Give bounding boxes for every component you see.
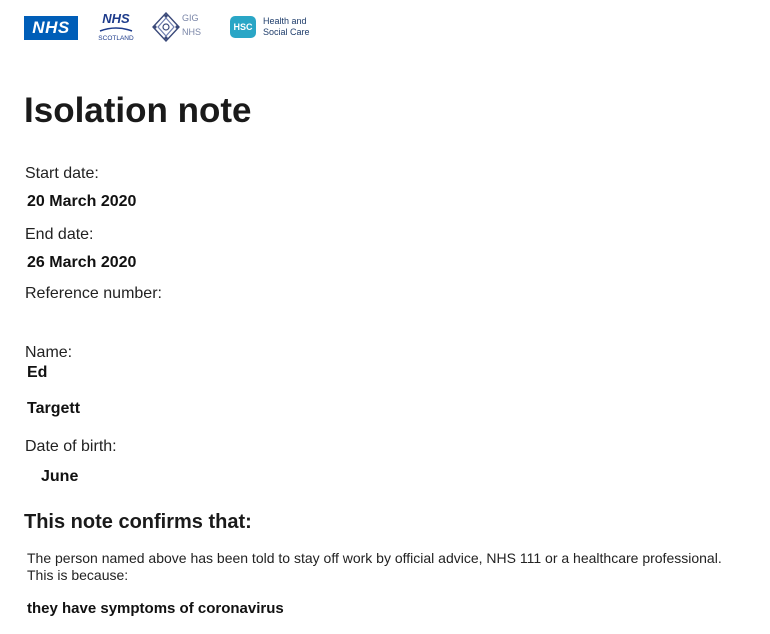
wales-logo-nhs: NHS [182,27,202,37]
reference-number-label: Reference number: [25,285,162,302]
nhs-wales-logo [152,10,212,44]
start-date-label: Start date: [25,165,99,182]
hsc-badge: HSC [230,16,256,38]
confirmation-text: The person named above has been told to stay off work by official advice, NHS 111 or a healthcare professional. This is because: [27,550,722,583]
page-title: Isolation note [24,91,252,130]
saltire-swoosh-icon [98,25,134,33]
nhs-logo-text: NHS [32,18,70,37]
date-of-birth-label: Date of birth: [25,438,117,455]
isolation-reason: they have symptoms of coronavirus [27,600,284,617]
nhs-scotland-logo-subtext: SCOTLAND [98,35,134,42]
end-date-label: End date: [25,226,94,243]
hsc-logo-line1: Health and [263,16,307,26]
nhs-logo [24,16,78,40]
date-of-birth-value: June [41,468,79,485]
end-date-value: 26 March 2020 [27,254,137,271]
wales-knot-icon [152,12,180,42]
wales-logo-gig: GIG [182,13,199,23]
start-date-value: 20 March 2020 [27,193,137,210]
confirmation-heading: This note confirms that: [24,511,252,533]
logo-bar [22,10,342,46]
first-name-value: Ed [27,364,48,381]
hsc-logo-line2: Social Care [263,27,310,37]
hsc-logo-text [263,16,310,38]
nhs-scotland-logo [94,12,138,46]
last-name-value: Targett [27,400,81,417]
name-label: Name: [25,344,73,361]
hsc-logo [230,16,340,42]
nhs-scotland-logo-text: NHS [102,11,130,26]
